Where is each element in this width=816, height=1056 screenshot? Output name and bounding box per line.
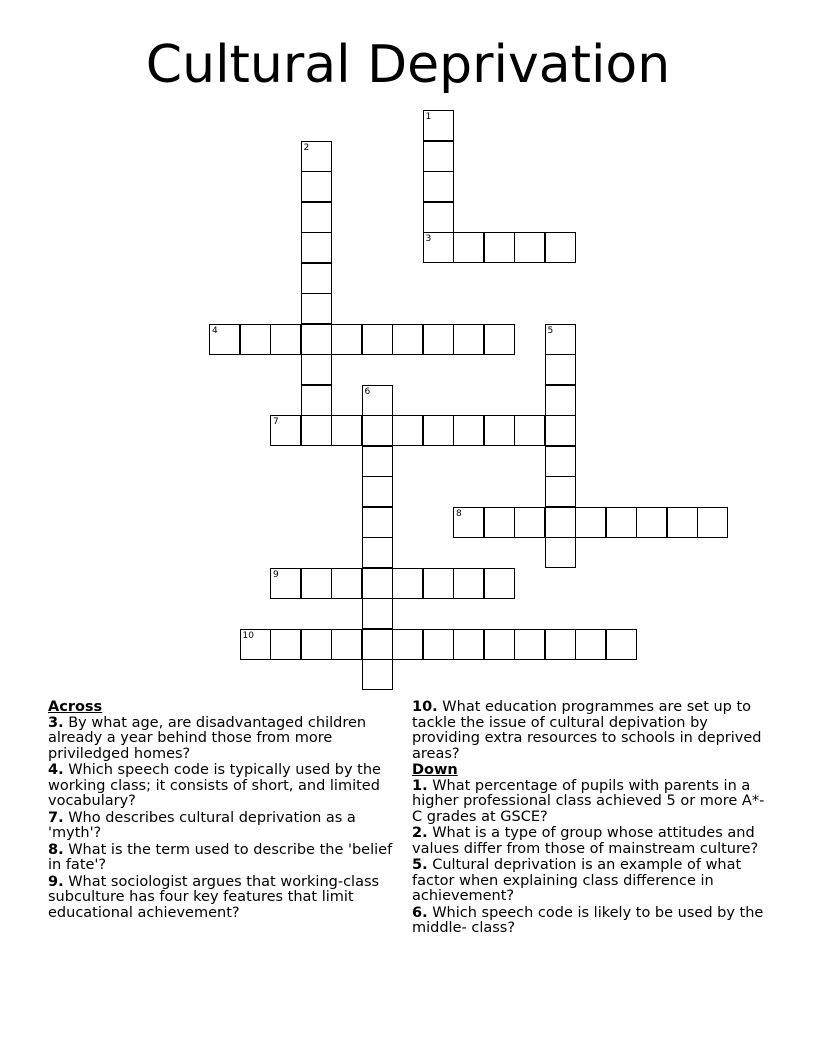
crossword-cell[interactable]: [331, 568, 362, 599]
crossword-cell[interactable]: [362, 598, 393, 629]
clue-item-text: What is a type of group whose attitudes and values differ from those of mainstream culture?: [412, 825, 759, 857]
crossword-cell[interactable]: [453, 324, 484, 355]
crossword-cell[interactable]: [453, 568, 484, 599]
crossword-cell[interactable]: [301, 202, 332, 233]
crossword-cell[interactable]: [545, 415, 576, 446]
crossword-cell[interactable]: [636, 507, 667, 538]
clue-item: [412, 906, 772, 937]
clue-number: 6: [364, 386, 371, 397]
crossword-cell[interactable]: [606, 507, 637, 538]
crossword-cell[interactable]: [392, 324, 423, 355]
clue-item-number: 10.: [412, 699, 438, 715]
crossword-cell[interactable]: [362, 629, 393, 660]
crossword-cell[interactable]: [423, 568, 454, 599]
across-clue-list: [48, 716, 393, 922]
page-title: Cultural Deprivation: [145, 35, 671, 95]
clue-number: 10: [242, 630, 254, 641]
clues-column-right: [412, 700, 772, 938]
crossword-cell[interactable]: [453, 629, 484, 660]
crossword-cell[interactable]: [545, 232, 576, 263]
crossword-cell[interactable]: [545, 446, 576, 477]
clue-item: [48, 843, 393, 874]
clue-number: 3: [425, 234, 432, 244]
clue-item: [412, 779, 772, 826]
clue-item: [412, 858, 772, 905]
crossword-cell[interactable]: [209, 324, 240, 355]
clue-item-number: 9.: [48, 873, 64, 890]
crossword-cell[interactable]: [484, 415, 515, 446]
crossword-cell[interactable]: [514, 507, 545, 538]
crossword-cell[interactable]: [545, 507, 576, 538]
crossword-cell[interactable]: [301, 568, 332, 599]
crossword-cell[interactable]: [453, 415, 484, 446]
crossword-cell[interactable]: [270, 324, 301, 355]
clue-item: [412, 826, 772, 857]
crossword-cell[interactable]: [301, 171, 332, 202]
clue-item-text: Which speech code is typically used by the working class; it consists of short, and limited vocabulary?: [48, 762, 381, 809]
clue-item-number: 5.: [412, 857, 428, 873]
clue-item-text: Which speech code is likely to be used by the middle- class?: [412, 904, 764, 936]
clue-number: 9: [273, 569, 279, 580]
crossword-cell[interactable]: [545, 354, 576, 385]
clue-item-number: 7.: [48, 809, 64, 826]
clue-number: 4: [212, 325, 218, 336]
crossword-cell[interactable]: [606, 629, 637, 660]
crossword-cell[interactable]: [301, 354, 332, 385]
crossword-cell[interactable]: [392, 629, 423, 660]
crossword-cell[interactable]: [423, 232, 454, 263]
crossword-cell[interactable]: [301, 385, 332, 416]
clue-number: 5: [547, 325, 554, 336]
clue-item-number: 4.: [48, 762, 64, 778]
crossword-cell[interactable]: [301, 629, 332, 660]
crossword-cell[interactable]: [423, 415, 454, 446]
clue-item: [412, 700, 772, 762]
crossword-cell[interactable]: [301, 324, 332, 355]
clue-item: [48, 875, 393, 922]
crossword-cell[interactable]: [240, 324, 271, 355]
crossword-cell[interactable]: [392, 568, 423, 599]
crossword-cell[interactable]: [514, 415, 545, 446]
crossword-cell[interactable]: [270, 415, 301, 446]
crossword-cell[interactable]: [270, 629, 301, 660]
clue-item-text: By what age, are disadvantaged children already a year behind those from more priviledged homes?: [48, 714, 367, 762]
clue-item-text: What sociologist argues that working-class subculture has four key features that limit educational achievement?: [48, 873, 380, 921]
down-clue-list: [412, 779, 772, 937]
crossword-cell[interactable]: [514, 232, 545, 263]
crossword-cell[interactable]: [301, 415, 332, 446]
crossword-cell[interactable]: [362, 324, 393, 355]
clue-item-number: 3.: [48, 714, 64, 731]
crossword-cell[interactable]: [301, 263, 332, 294]
crossword-cell[interactable]: [453, 232, 484, 263]
crossword-cell[interactable]: [270, 568, 301, 599]
crossword-cell[interactable]: [545, 324, 576, 355]
clue-item-text: What is the term used to describe the 'belief in fate'?: [48, 841, 393, 873]
clue-number: 1: [425, 112, 432, 122]
crossword-cell[interactable]: [301, 141, 332, 172]
down-heading: Down: [412, 762, 458, 778]
crossword-cell[interactable]: [362, 507, 393, 538]
crossword-cell[interactable]: [514, 629, 545, 660]
crossword-cell[interactable]: [484, 232, 515, 263]
crossword-cell[interactable]: [362, 659, 393, 690]
crossword-cell[interactable]: [484, 568, 515, 599]
crossword-cell[interactable]: [240, 629, 271, 660]
crossword-cell[interactable]: [545, 629, 576, 660]
crossword-cell[interactable]: [484, 629, 515, 660]
crossword-cell[interactable]: [423, 324, 454, 355]
crossword-cell[interactable]: [423, 202, 454, 233]
clue-number: 7: [273, 417, 279, 427]
crossword-cell[interactable]: [362, 568, 393, 599]
clue-item: [48, 811, 393, 842]
clue-item: [48, 763, 393, 810]
crossword-cell[interactable]: [362, 537, 393, 568]
crossword-cell[interactable]: [697, 507, 728, 538]
crossword-cell[interactable]: [331, 415, 362, 446]
clue-item: [48, 716, 393, 763]
crossword-cell[interactable]: [331, 629, 362, 660]
crossword-cell[interactable]: [575, 629, 606, 660]
across-heading: Across: [48, 699, 103, 715]
crossword-cell[interactable]: [301, 232, 332, 263]
clue-item-number: 1.: [412, 777, 428, 794]
clue-item-number: 2.: [412, 825, 428, 841]
crossword-cell[interactable]: [545, 385, 576, 416]
crossword-cell[interactable]: [423, 110, 454, 141]
crossword-cell[interactable]: [423, 171, 454, 202]
crossword-cell[interactable]: [575, 507, 606, 538]
clue-item-text: Cultural deprivation is an example of what factor when explaining class difference in achievement?: [412, 857, 742, 904]
crossword-cell[interactable]: [392, 415, 423, 446]
crossword-cell[interactable]: [362, 415, 393, 446]
clues-column-left: [48, 700, 393, 922]
crossword-cell[interactable]: [545, 476, 576, 507]
clue-number: 8: [456, 508, 462, 519]
clue-number: 2: [303, 142, 310, 153]
crossword-cell[interactable]: [545, 537, 576, 568]
crossword-cell[interactable]: [423, 629, 454, 660]
crossword-cell[interactable]: [362, 385, 393, 416]
crossword-cell[interactable]: [362, 446, 393, 477]
crossword-cell[interactable]: [301, 293, 332, 324]
clue-item-number: 6.: [412, 904, 428, 921]
crossword-cell[interactable]: [362, 476, 393, 507]
crossword-cell[interactable]: [453, 507, 484, 538]
clue-item-text: What education programmes are set up to tackle the issue of cultural depivation by providing extra resources to schools in deprived areas?: [412, 699, 762, 762]
clue-item-text: Who describes cultural deprivation as a 'myth'?: [48, 809, 356, 841]
crossword-cell[interactable]: [331, 324, 362, 355]
clue-item-number: 8.: [48, 841, 64, 858]
crossword-cell[interactable]: [484, 324, 515, 355]
crossword-cell[interactable]: [423, 141, 454, 172]
clue-item-text: What percentage of pupils with parents in a higher professional class achieved 5 or more A*-C grades at GSCE?: [412, 777, 765, 825]
crossword-cell[interactable]: [484, 507, 515, 538]
across-clue-list-continued: [412, 700, 772, 762]
crossword-cell[interactable]: [667, 507, 698, 538]
